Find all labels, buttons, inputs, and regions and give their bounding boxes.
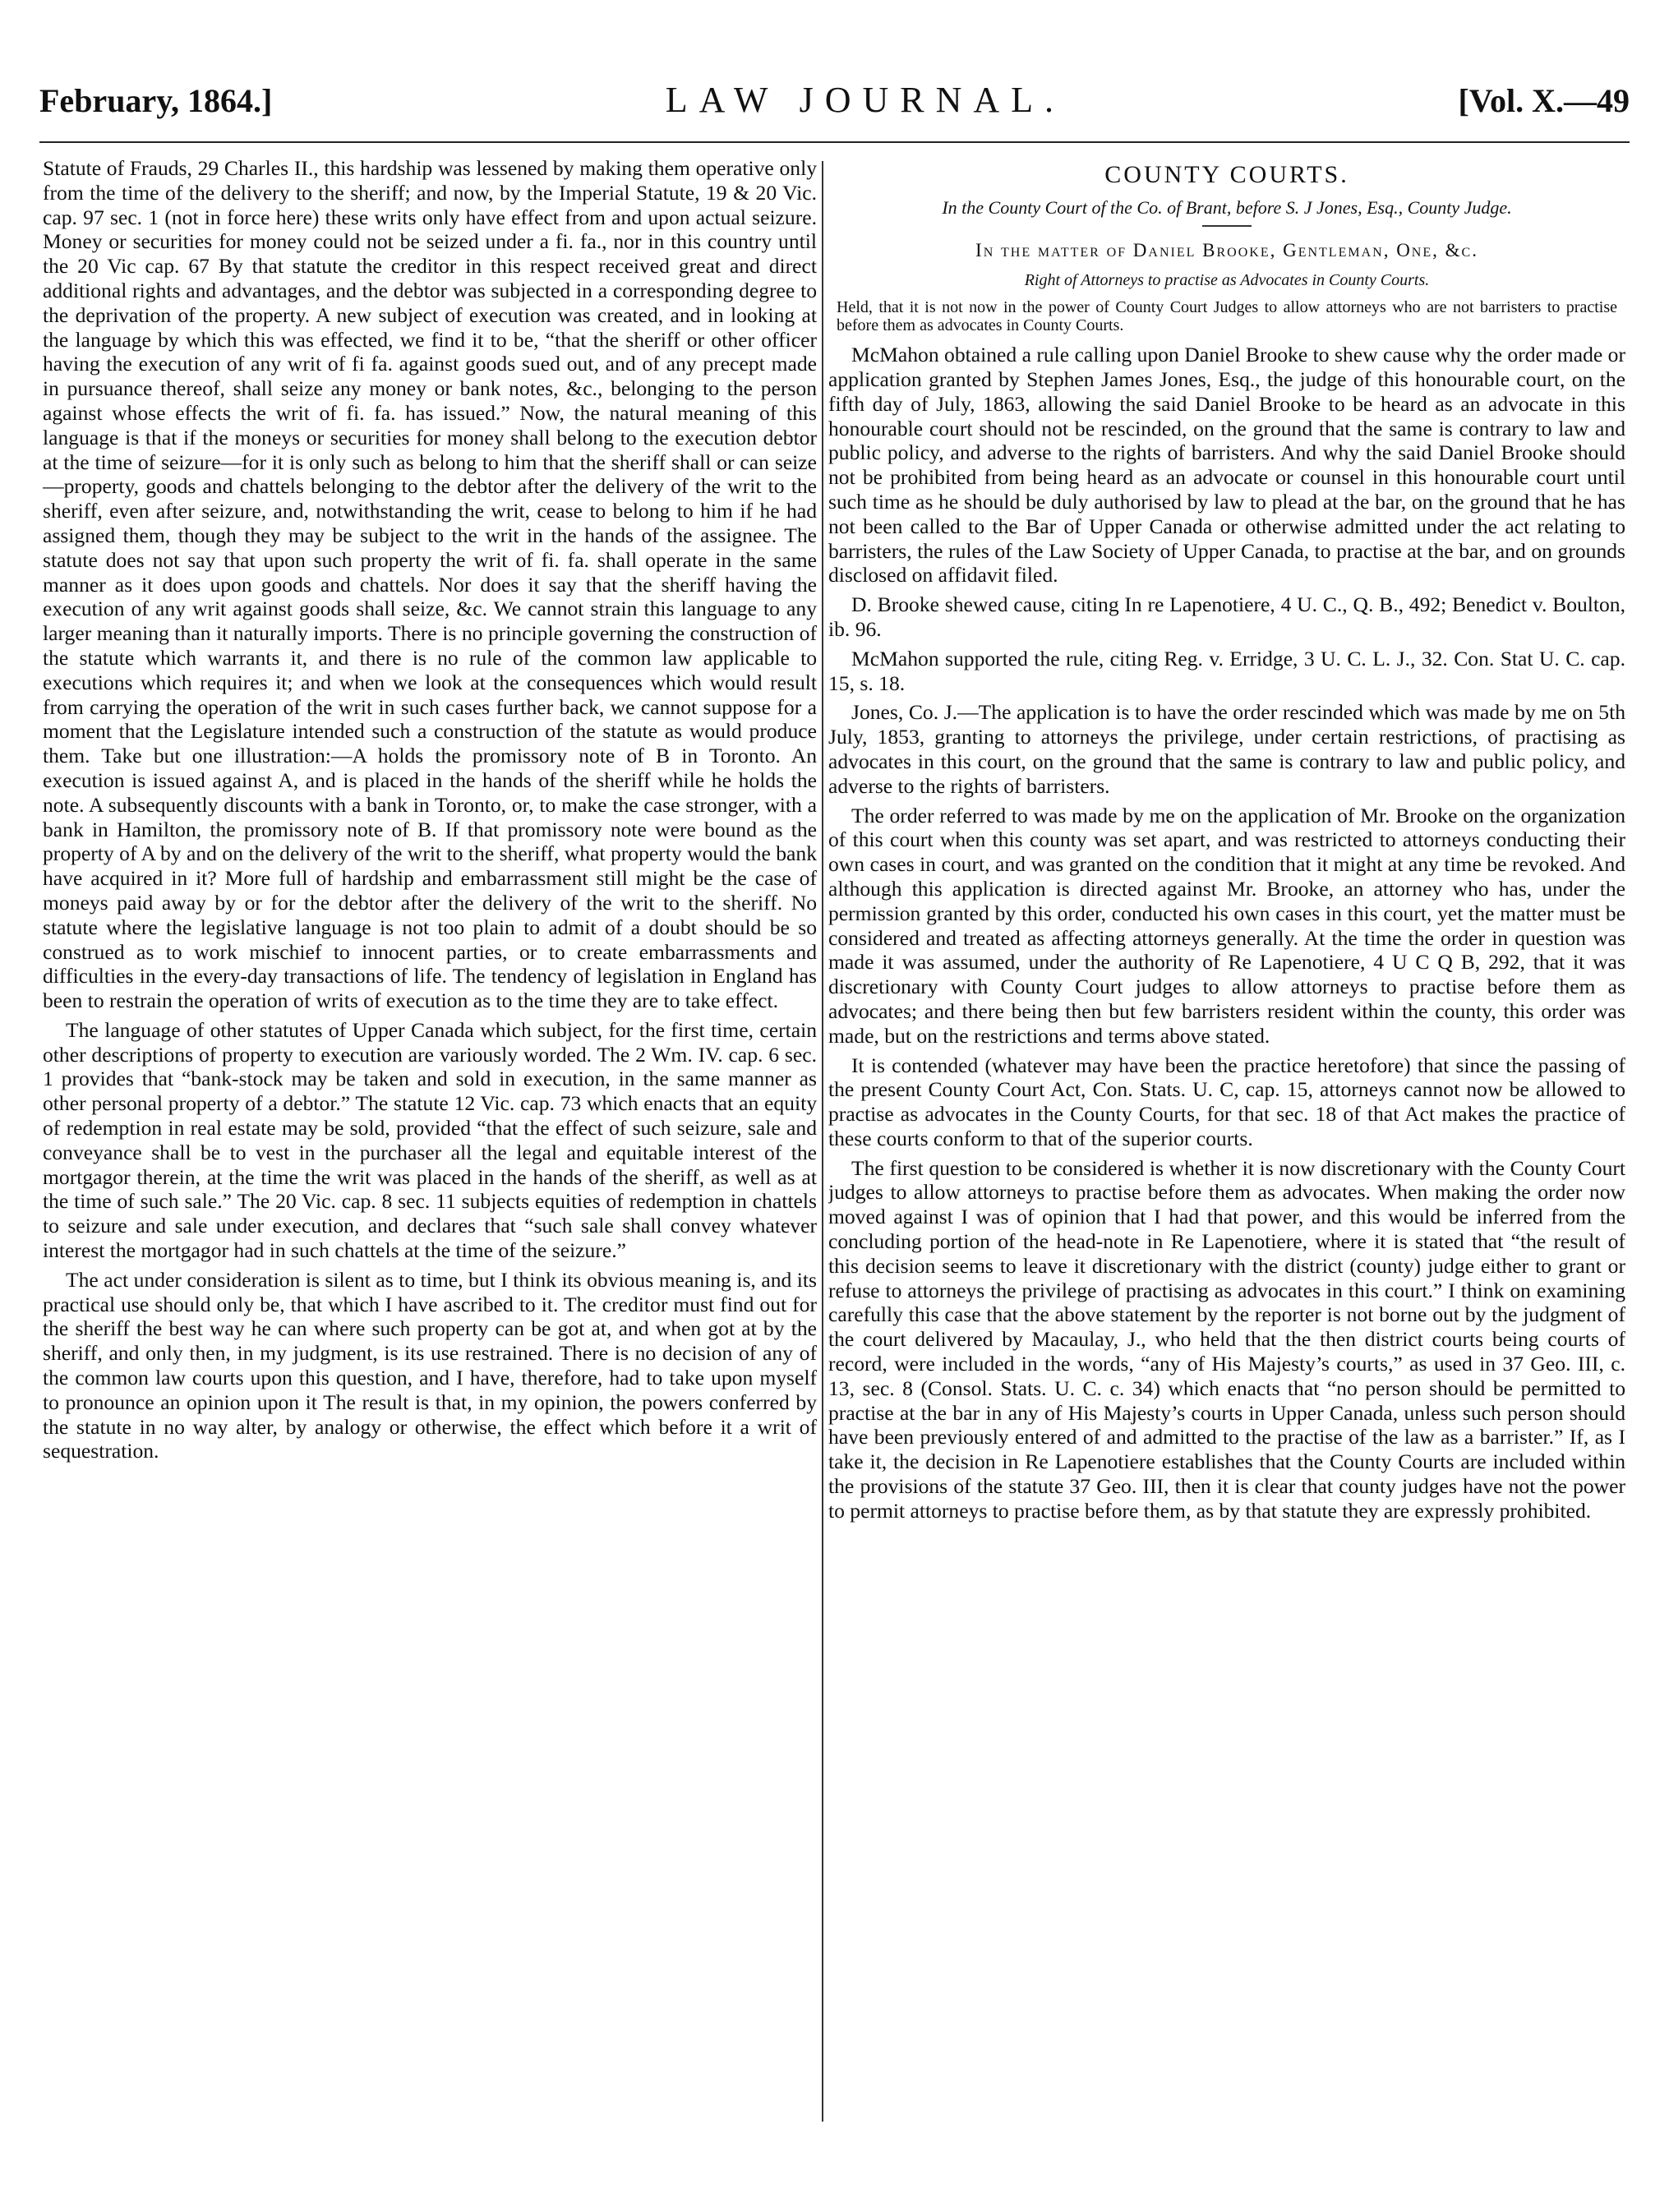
right-column: [828, 156, 1625, 2113]
body-paragraph: McMahon supported the rule, citing Reg. v. Erridge, 3 U. C. L. J., 32. Con. Stat U. C. cap. 15, s. 18.: [828, 646, 1625, 695]
court-line: In the County Court of the Co. of Brant, before S. J Jones, Esq., County Judge.: [942, 196, 1512, 218]
page-header: [39, 79, 1630, 136]
body-paragraph: Jones, Co. J.—The application is to have the order rescinded which was made by me on 5th July, 1853, granting to attorneys the privilege, under certain restrictions, of practising as advocates in this court, on the ground that the same is contrary to law and public policy, and adverse to the rights of barristers.: [828, 700, 1625, 798]
body-paragraph: It is contended (whatever may have been the practice heretofore) that since the passing of the present County Court Act, Con. Stats. U. C, cap. 15, attorneys cannot now be allowed to practise as advocates in the County Courts, for that sec. 18 of that Act makes the practice of these courts conform to that of the superior courts.: [828, 1053, 1625, 1150]
body-paragraph: The language of other statutes of Upper Canada which subject, for the first time, certain other descriptions of property to execution are variously worded. The 2 Wm. IV. cap. 6 sec. 1 provides that “bank-stock may be taken and sold in execution, in the same manner as other personal property of a debtor.” The statute 12 Vic. cap. 73 which enacts that an equity of redemption in real estate may be sold, provided “that the effect of such seizure, sale and conveyance shall be to vest in the purchaser all the legal and equitable interest of the mortgagor therein, at the time the writ was placed in the hands of the sheriff, as well as at the time of such sale.” The 20 Vic. cap. 8 sec. 11 subjects equities of redemption in chattels to seizure and sale under execution, and declares that “such sale shall convey whatever interest the mortgagor had in such chattels at the time of the seizure.”: [43, 1017, 817, 1263]
case-subject: Right of Attorneys to practise as Advocates in County Courts.: [1024, 271, 1430, 290]
body-paragraph: The act under consideration is silent as to time, but I think its obvious meaning is, and its practical use should only be, that which I have ascribed to it. The creditor must find out for the sheriff the best way he can where such property can be got at, and when got at by the sheriff, and only then, in my judgment, is its use restrained. There is no decision of any of the common law courts upon this question, and I have, therefore, had to take upon myself to pronounce an opinion upon it The result is that, in my opinion, the powers conferred by the statute in no way alter, by analogy or otherwise, the effect which before it a writ of sequestration.: [43, 1267, 817, 1463]
body-paragraph: D. Brooke shewed cause, citing In re Lapenotiere, 4 U. C., Q. B., 492; Benedict v. Boulton, ib. 96.: [828, 592, 1625, 641]
case-title: In the matter of Daniel Brooke, Gentleman, One, &c.: [975, 239, 1478, 260]
header-volume: [Vol. X.—49: [1458, 82, 1630, 119]
headnote-held: Held, that it is not now in the power of County Court Judges to allow attorneys who are not barristers to practise before them as advocates in County Courts.: [837, 298, 1617, 335]
body-paragraph: McMahon obtained a rule calling upon Daniel Brooke to shew cause why the order made or application granted by Stephen James Jones, Esq., the judge of this honourable court, on the fifth day of July, 1863, allowing the said Daniel Brooke to be heard as an advocate in this honourable court should not be rescinded, on the ground that the same is contrary to law and public policy, and adverse to the rights of barristers. And why the said Daniel Brooke should not be prohibited from being heard as an advocate or counsel in this honourable court until such time as he should be duly authorised by law to plead at the bar, on the ground that he has not been called to the Bar of Upper Canada or otherwise admitted under the act relating to barristers, the rules of the Law Society of Upper Canada, to practise at the bar, and on grounds disclosed on affidavit filed.: [828, 343, 1625, 588]
body-paragraph: The order referred to was made by me on the application of Mr. Brooke on the organization of this court when this county was set apart, and was restricted to attorneys conducting their own cases in court, and was granted on the condition that it might at any time be revoked. And although this application is directed against Mr. Brooke, an attorney who has, under the permission granted by this order, conducted his own cases in this court, yet the matter must be considered and treated as affecting attorneys generally. At the time the order in question was made it was assumed, under the authority of Re Lapenotiere, 4 U C Q B, 292, that it was discretionary with County Court judges to allow attorneys to practise before them as advocates; and there being then but few barristers resident within the county, this order was made, but on the restrictions and terms above stated.: [828, 803, 1625, 1048]
header-date: February, 1864.]: [39, 82, 273, 119]
header-rule: [39, 141, 1630, 143]
section-title: COUNTY COURTS.: [1104, 161, 1349, 188]
body-paragraph: Statute of Frauds, 29 Charles II., this hardship was lessened by making them operative only from the time of the delivery to the sheriff; and now, by the Imperial Statute, 19 & 20 Vic. cap. 97 sec. 1 (not in force here) these writs only have effect from and upon actual seizure. Money or securities for money could not be seized under a fi. fa., nor in this country until the 20 Vic cap. 67 By that statute the creditor in this respect received great and direct additional rights and advantages, and the debtor was subjected in a corresponding degree to the deprivation of the property. A new subject of execution was created, and in looking at the language by which this was effected, we find it to be, “that the sheriff or other officer having the execution of any writ of fi fa. against goods sued out, and of any precept made in pursuance thereof, shall seize any money or bank notes, &c., belonging to the person against whose effects the writ of fi. fa. has issued.” Now, the natural meaning of this language is that if the moneys or securities for money shall belong to the execution debtor at the time of seizure—for it is only such as belong to him that the sheriff shall or can seize—property, goods and chattels belonging to the debtor after the delivery of the writ to the sheriff, even after seizure, and, notwithstanding the writ, cease to belong to him if he had assigned them, though they may be subject to the writ in the hands of the assignee. The statute does not say that upon such property the writ of fi. fa. shall operate in the same manner as it does upon goods and chattels. Nor does it say that the sheriff having the execution of any writ against goods shall seize, &c. We cannot strain this language to any larger meaning than it naturally imports. There is no principle governing the construction of the statute which warrants it, and there is no rule of the common law applicable to executions which requires it; and when we look at the consequences which would result from carrying the operation of the writ in such cases further back, we cannot suppose for a moment that the Legislature intended such a construction of the statute as would produce them. Take but one illustration:—A holds the promissory note of B in Toronto. An execution is issued against A, and is placed in the hands of the sheriff while he holds the note. A subsequently discounts with a bank in Toronto, or, to make the case stronger, with a bank in Hamilton, the promissory note of B. If that promissory note were bound as the property of A by and on the delivery of the writ to the sheriff, what property would the bank have acquired in it? More full of hardship and embarrassment still might be the case of moneys paid away by or for the debtor after the delivery of the writ to the sheriff. No statute where the legislative language is not too plain to admit of a doubt should be so construed as to work mischief to innocent parties, or to create embarrassments and difficulties in the every-day transactions of life. The tendency of legislation in England has been to restrain the operation of writs of execution as to the time they are to take effect.: [43, 156, 817, 1013]
body-paragraph: The first question to be considered is whether it is now discretionary with the County Court judges to allow attorneys to practise before them as advocates. When making the order now moved against I was of opinion that I had that power, and this would be inferred from the concluding portion of the head-note in Re Lapenotiere, where it is stated that “the result of this decision seems to leave it discretionary with the district (county) judge either to grant or refuse to attorneys the privilege of practising as advocates in this court.” I think on examining carefully this case that the above statement by the reporter is not borne out by the judgment of the court delivered by Macaulay, J., who held that the then district courts being courts of record, were included in the words, “any of His Majesty’s courts,” as used in 37 Geo. III, c. 13, sec. 8 (Consol. Stats. U. C. c. 34) which enacts that “no person should be permitted to practise at the bar in any of His Majesty’s courts in Upper Canada, unless such person should have been previously entered of and admitted to the practise of the law as a barrister.” If, as I take it, the decision in Re Lapenotiere establishes that the County Courts are included within the provisions of the statute 37 Geo. III, then it is clear that county judges have not the power to permit attorneys to practise before them, as by that statute they are expressly prohibited.: [828, 1155, 1625, 1523]
column-divider: [822, 161, 823, 2122]
left-column: [43, 156, 817, 2113]
short-rule: [1202, 225, 1252, 227]
journal-title: LAW JOURNAL.: [665, 80, 1066, 120]
